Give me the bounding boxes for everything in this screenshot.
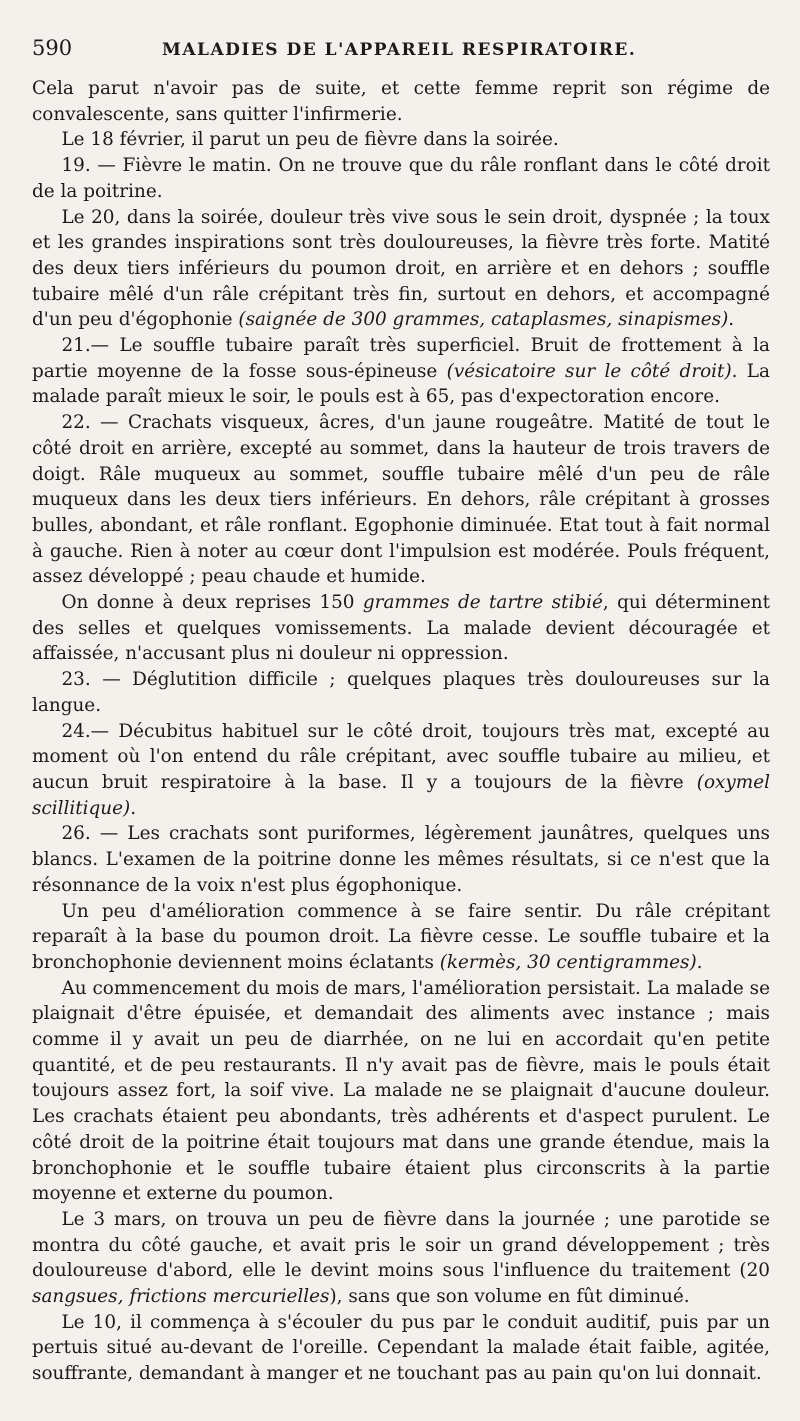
paragraph: Au commencement du mois de mars, l'amélioration persistait. La malade se plaignait d'être épuisée, et demandait des aliments avec instance ; mais comme il y avait un peu de diarrhée, on ne lui en accordait qu'en petite quantité, et de peu restaurants. Il n'y avait pas de fièvre, mais le pouls était toujours assez fort, la soif vive. La malade ne se plaignait d'aucune douleur. Les crachats étaient peu abondants, très adhérents et d'aspect purulent. Le côté droit de la poitrine était toujours mat dans une grande étendue, mais la bronchophonie et le souffle tubaire étaient plus circonscrits à la partie moyenne et externe du poumon. bbox=[32, 977, 770, 1205]
paragraph: Le 10, il commença à s'écouler du pus par le conduit auditif, puis par un pertuis situé au-devant de l'oreille. Cependant la malade était faible, agitée, souffrante, demandant à manger et ne touchant pas au pain qu'on lui donnait. bbox=[32, 1311, 770, 1385]
paragraph: 19. — Fièvre le matin. On ne trouve que du râle ronflant dans le côté droit de la poitrine. bbox=[32, 155, 770, 202]
paragraph: 21.— Le souffle tubaire paraît très superficiel. Bruit de frottement à la partie moyenne de la fosse sous-épineuse (vésicatoire sur le côté droit). La malade paraît mieux le soir, le pouls est à 65, pas d'expectoration encore. bbox=[32, 335, 770, 408]
paragraph: 26. — Les crachats sont puriformes, légèrement jaunâtres, quelques uns blancs. L'examen de la poitrine donne les mêmes résultats, si ce n'est que la résonnance de la voix n'est plus égophonique. bbox=[32, 823, 770, 896]
paragraph: Un peu d'amélioration commence à se faire sentir. Du râle crépitant reparaît à la base du poumon droit. La fièvre cesse. Le souffle tubaire et la bronchophonie deviennent moins éclatants (kermès, 30 centigrammes). bbox=[32, 900, 770, 973]
page-body bbox=[32, 76, 770, 1387]
paragraph: Le 3 mars, on trouva un peu de fièvre dans la journée ; une parotide se montra du côté gauche, et avait pris le soir un grand développement ; très douloureuse d'abord, elle le devint moins sous l'influence du traitement (20 sangsues, frictions mercurielles), sans que son volume en fût diminué. bbox=[32, 1208, 770, 1308]
paragraph: 24.— Décubitus habituel sur le côté droit, toujours très mat, excepté au moment où l'on entend du râle crépitant, avec souffle tubaire au milieu, et aucun bruit respiratoire à la base. Il y a toujours de la fièvre (oxymel scillitique). bbox=[32, 720, 770, 819]
paragraph: On donne à deux reprises 150 grammes de tartre stibié, qui déterminent des selles et quelques vomissements. La malade devient découragée et affaissée, n'accusant plus ni douleur ni oppression. bbox=[32, 592, 771, 665]
paragraph: 22. — Crachats visqueux, âcres, d'un jaune rougeâtre. Matité de tout le côté droit en arrière, excepté au sommet, dans la hauteur de trois travers de doigt. Râle muqueux au sommet, souffle tubaire mêlé d'un peu de râle muqueux dans les deux tiers inférieurs. En dehors, râle crépitant à grosses bulles, abondant, et râle ronflant. Egophonie diminuée. Etat tout à fait normal à gauche. Rien à noter au cœur dont l'impulsion est modérée. Pouls fréquent, assez développé ; peau chaude et humide. bbox=[32, 412, 770, 588]
page-header bbox=[32, 36, 770, 76]
running-title: MALADIES DE L'APPAREIL RESPIRATOIRE. bbox=[162, 40, 637, 60]
paragraph: 23. — Déglutition difficile ; quelques plaques très douloureuses sur la langue. bbox=[32, 669, 770, 716]
paragraph: Le 18 février, il parut un peu de fièvre dans la soirée. bbox=[61, 129, 559, 151]
paragraph: Le 20, dans la soirée, douleur très vive sous le sein droit, dyspnée ; la toux et les grandes inspirations sont très douloureuses, la fièvre très forte. Matité des deux tiers inférieurs du poumon droit, en arrière et en dehors ; souffle tubaire mêlé d'un râle crépitant très fin, surtout en dehors, et accompagné d'un peu d'égophonie (saignée de 300 grammes, cataplasmes, sinapismes). bbox=[32, 206, 770, 331]
page-number: 590 bbox=[32, 36, 73, 60]
paragraph: Cela parut n'avoir pas de suite, et cette femme reprit son régime de convalescente, sans quitter l'infirmerie. bbox=[32, 78, 770, 125]
